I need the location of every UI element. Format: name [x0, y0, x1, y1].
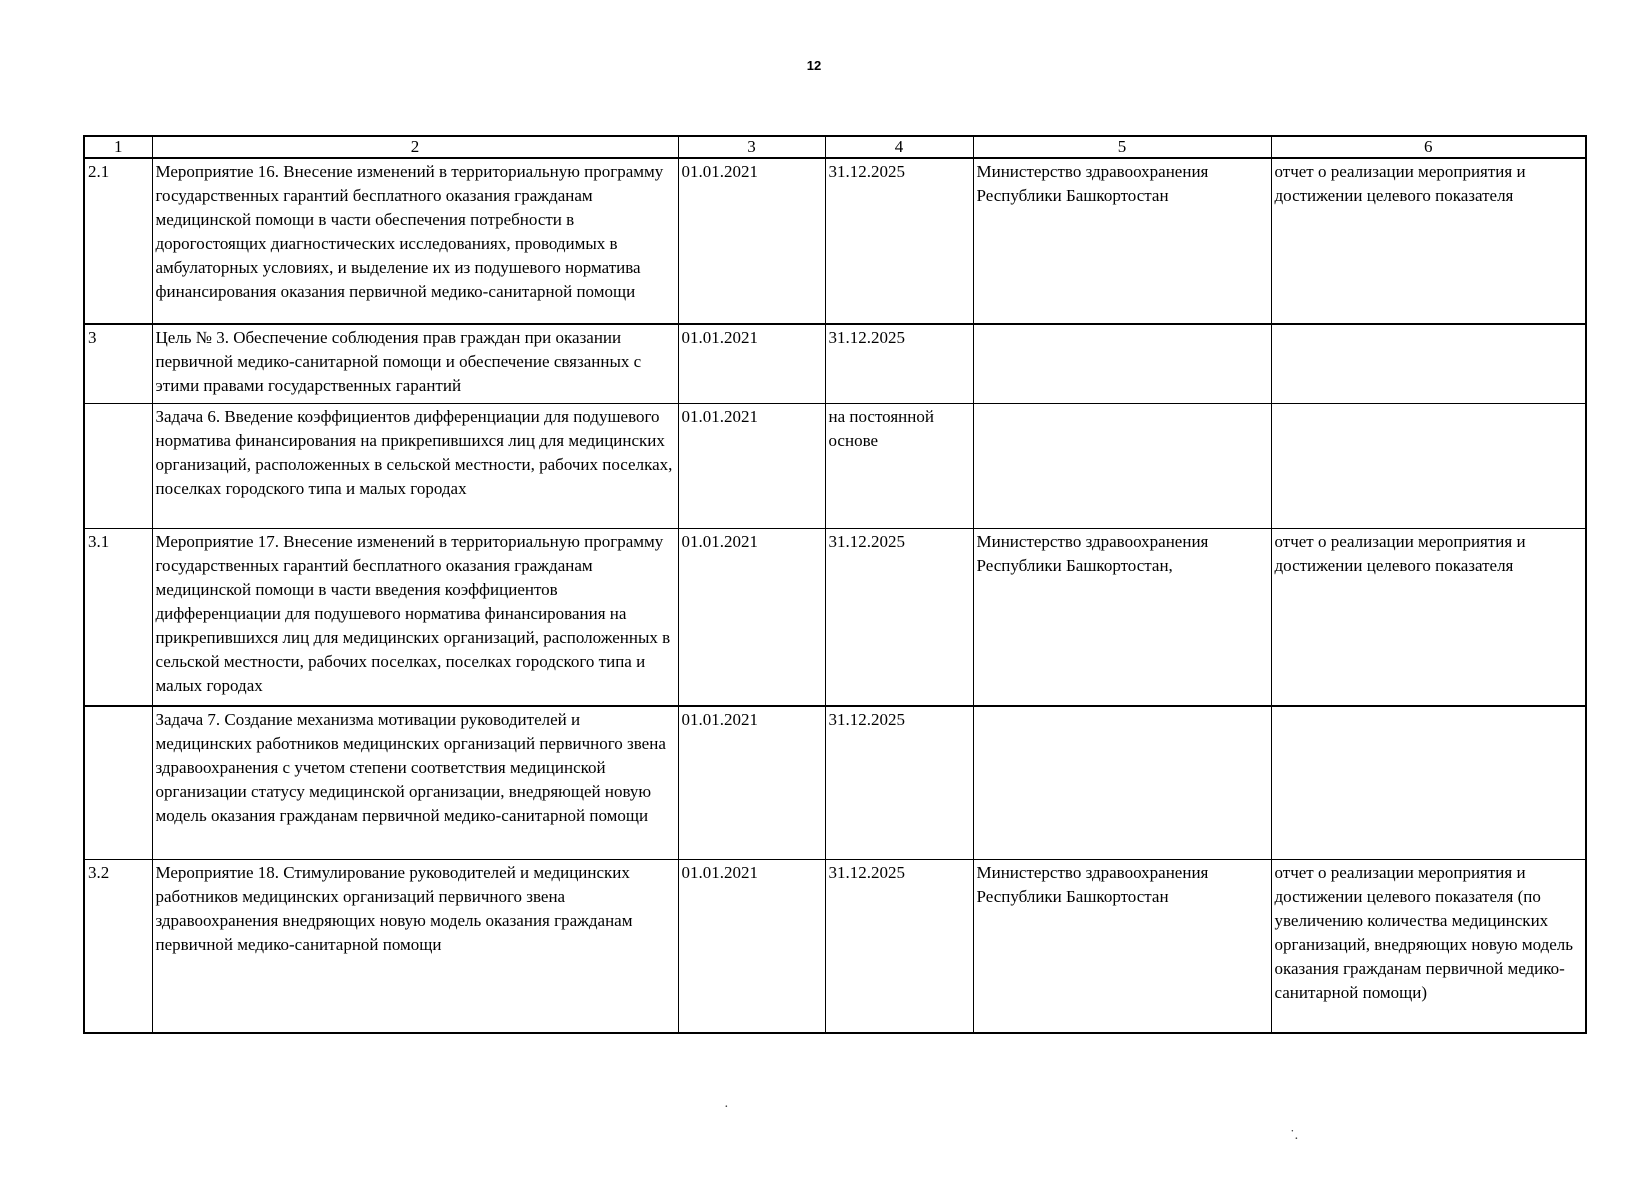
column-header: 5 [973, 136, 1271, 158]
action-plan-table [83, 135, 1587, 1034]
start-date: 01.01.2021 [678, 529, 825, 707]
row-number: 3.2 [84, 860, 152, 1034]
end-date: 31.12.2025 [825, 324, 973, 404]
task-text: Задача 7. Создание механизма мотивации руководителей и медицинских работников медицинских организаций первичного звена здравоохранения с учетом степени соответствия медицинской организации статусу медицинской организации, внедряющей новую модель оказания гражданам первичной медико-санитарной помощи [152, 706, 678, 860]
column-header: 3 [678, 136, 825, 158]
expected-result [1271, 324, 1586, 404]
task-text: Задача 6. Введение коэффициентов дифференциации для подушевого норматива финансирования на прикрепившихся лиц для медицинских организаций, расположенных в сельской местности, рабочих поселках, поселках городского типа и малых городах [152, 404, 678, 529]
row-number [84, 706, 152, 860]
responsible-party [973, 404, 1271, 529]
row-number: 3.1 [84, 529, 152, 707]
responsible-party: Министерство здравоохранения Республики Башкортостан, [973, 529, 1271, 707]
row-number: 2.1 [84, 158, 152, 324]
end-date: 31.12.2025 [825, 706, 973, 860]
table-row [84, 324, 1586, 404]
column-header: 4 [825, 136, 973, 158]
goal-text: Цель № 3. Обеспечение соблюдения прав граждан при оказании первичной медико-санитарной помощи и обеспечение связанных с этими правами государственных гарантий [152, 324, 678, 404]
end-date: 31.12.2025 [825, 860, 973, 1034]
responsible-party [973, 324, 1271, 404]
start-date: 01.01.2021 [678, 706, 825, 860]
responsible-party: Министерство здравоохранения Республики Башкортостан [973, 860, 1271, 1034]
expected-result [1271, 404, 1586, 529]
table-header [84, 136, 1586, 158]
start-date: 01.01.2021 [678, 404, 825, 529]
end-date: 31.12.2025 [825, 529, 973, 707]
row-number: 3 [84, 324, 152, 404]
responsible-party [973, 706, 1271, 860]
expected-result [1271, 706, 1586, 860]
scan-artifact-dot: · [724, 1100, 729, 1115]
expected-result: отчет о реализации мероприятия и достижении целевого показателя (по увеличению количества медицинских организаций, внедряющих новую модель оказания гражданам первичной медико-санитарной помощи) [1271, 860, 1586, 1034]
start-date: 01.01.2021 [678, 860, 825, 1034]
expected-result: отчет о реализации мероприятия и достижении целевого показателя [1271, 158, 1586, 324]
table-row [84, 860, 1586, 1034]
scan-artifact-dot: ˙. [1290, 1128, 1299, 1143]
activity-text: Мероприятие 18. Стимулирование руководителей и медицинских работников медицинских организаций первичного звена здравоохранения внедряющих новую модель оказания гражданам первичной медико-санитарной помощи [152, 860, 678, 1034]
responsible-party: Министерство здравоохранения Республики Башкортостан [973, 158, 1271, 324]
column-header: 1 [84, 136, 152, 158]
column-header: 2 [152, 136, 678, 158]
activity-text: Мероприятие 16. Внесение изменений в территориальную программу государственных гарантий бесплатного оказания гражданам медицинской помощи в части обеспечения потребности в дорогостоящих диагностических исследованиях, проводимых в амбулаторных условиях, и выделение их из подушевого норматива финансирования оказания первичной медико-санитарной помощи [152, 158, 678, 324]
end-date: на постоянной основе [825, 404, 973, 529]
start-date: 01.01.2021 [678, 324, 825, 404]
table-row [84, 706, 1586, 860]
table-row [84, 529, 1586, 707]
expected-result: отчет о реализации мероприятия и достижении целевого показателя [1271, 529, 1586, 707]
table-row [84, 158, 1586, 324]
end-date: 31.12.2025 [825, 158, 973, 324]
row-number [84, 404, 152, 529]
table-row [84, 404, 1586, 529]
start-date: 01.01.2021 [678, 158, 825, 324]
activity-text: Мероприятие 17. Внесение изменений в территориальную программу государственных гарантий бесплатного оказания гражданам медицинской помощи в части введения коэффициентов дифференциации для подушевого норматива финансирования на прикрепившихся лиц для медицинских организаций, расположенных в сельской местности, рабочих поселках, поселках городского типа и малых городах [152, 529, 678, 707]
page-number: 12 [806, 58, 822, 73]
column-header: 6 [1271, 136, 1586, 158]
